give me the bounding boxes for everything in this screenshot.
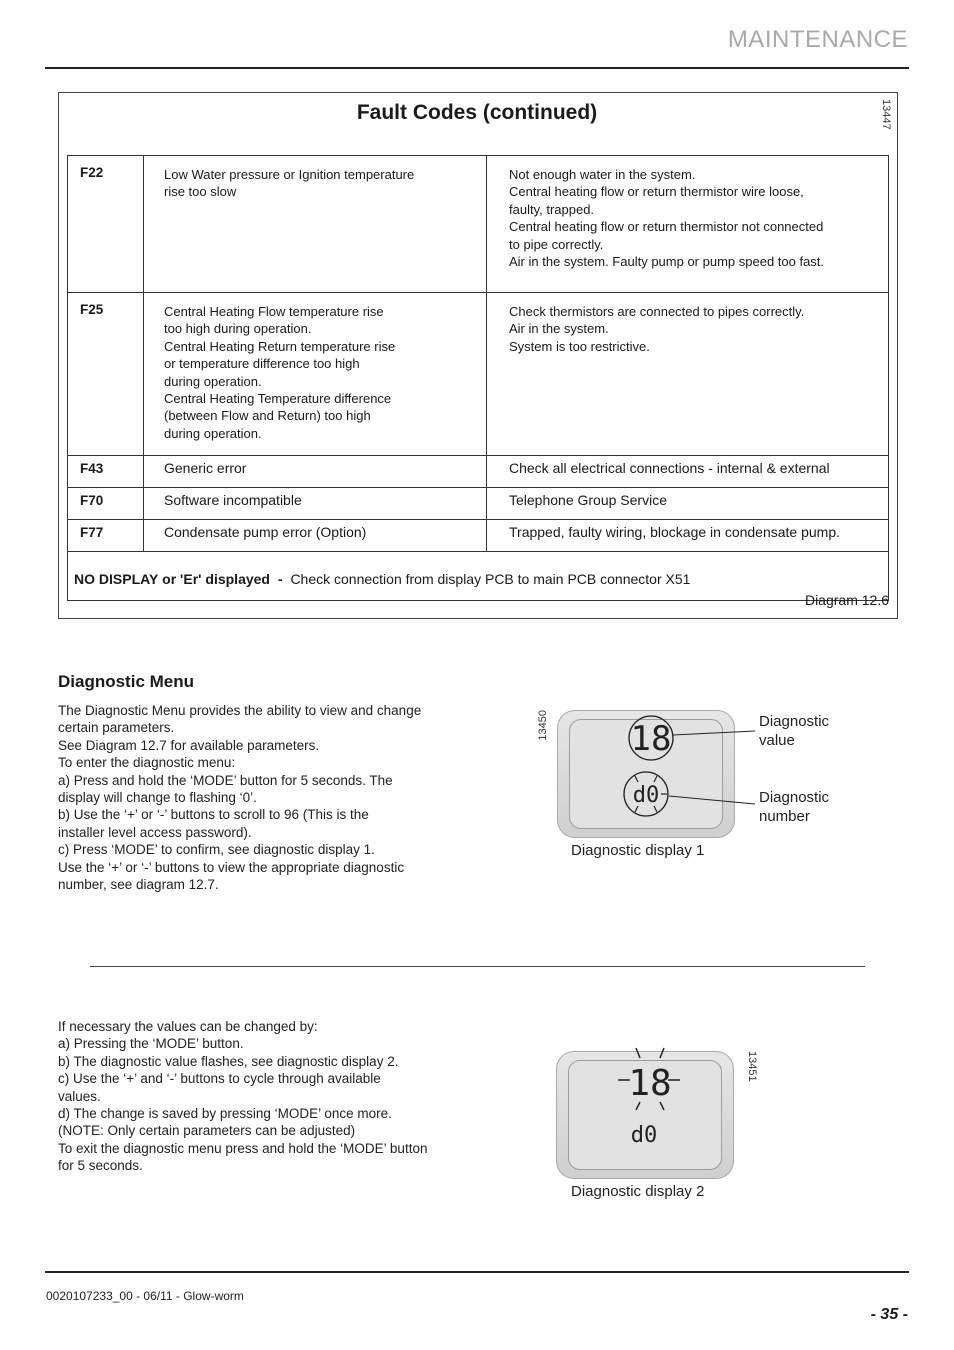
- document-code: 0020107233_00 - 06/11 - Glow-worm: [46, 1289, 244, 1303]
- section-title: MAINTENANCE: [727, 26, 908, 53]
- fault-description: Generic error: [144, 456, 487, 488]
- fault-remedy: Check all electrical connections - internal & external: [487, 456, 889, 488]
- figure-title: Fault Codes (continued): [356, 101, 598, 124]
- fault-description: Low Water pressure or Ignition temperature rise too slow: [144, 156, 487, 293]
- number-callout-line: [669, 796, 755, 804]
- table-row: [68, 456, 889, 488]
- figure-number: 13447: [880, 99, 892, 130]
- no-display-label: NO DISPLAY: [74, 571, 159, 587]
- figure-caption: Diagram 12.6: [804, 592, 889, 608]
- fault-remedy: Check thermistors are connected to pipes correctly. Air in the system. System is too restrictive.: [487, 293, 889, 456]
- fault-code: F43: [68, 456, 144, 488]
- display1-caption: Diagnostic display 1: [571, 842, 705, 859]
- table-row: [68, 293, 889, 456]
- fault-code: F22: [68, 156, 144, 293]
- fault-code: F70: [68, 488, 144, 520]
- fault-code-table: [67, 155, 889, 601]
- table-row: [68, 520, 889, 552]
- header-rule: [45, 67, 909, 69]
- fault-description: Central Heating Flow temperature rise too high during operation. Central Heating Return temperature rise or temperature difference too high during operation. Central Heating Temperature difference (between Flow and Return) too high during operation.: [144, 293, 487, 456]
- fault-description: Software incompatible: [144, 488, 487, 520]
- fault-remedy: Not enough water in the system. Central heating flow or return thermistor wire loose, faulty, trapped. Central heating flow or return thermistor not connected to pipe correctly. Air in the system. Faulty pump or pump speed too fast.: [487, 156, 889, 293]
- display2-figure-number: 13451: [746, 1051, 758, 1082]
- diagnostic-display-2-graphic: [556, 1040, 736, 1180]
- fault-code: F77: [68, 520, 144, 552]
- no-display-dash: -: [277, 571, 283, 587]
- table-row: [68, 488, 889, 520]
- callout-diagnostic-value: Diagnostic value: [759, 713, 830, 749]
- no-display-label-er: or 'Er' displayed: [162, 571, 270, 587]
- change-values-text: If necessary the values can be changed by: a) Pressing the ‘MODE’ button. b) The diagnostic value flashes, see diagnostic display 2. c) Use the ‘+’ and ‘-’ buttons to cycle through available values. d) The change is saved by pressing ‘MODE’ once more. (NOTE: Only certain parameters can be adjusted) To exit the diagnostic menu press and hold the ‘MODE’ button for 5 seconds.: [58, 1019, 428, 1174]
- footer-rule: [45, 1271, 909, 1273]
- page-number: - 35 -: [870, 1306, 908, 1323]
- display2-caption: Diagnostic display 2: [571, 1183, 705, 1200]
- value-callout-line: [673, 731, 755, 735]
- no-display-note: [68, 552, 889, 601]
- fault-code: F25: [68, 293, 144, 456]
- table-row-no-display: [68, 552, 889, 601]
- table-row: [68, 156, 889, 293]
- flashing-value-digits: 18: [628, 1063, 672, 1104]
- fault-remedy: Telephone Group Service: [487, 488, 889, 520]
- no-display-text: Check connection from display PCB to main PCB connector X51: [290, 571, 691, 587]
- section-divider: [90, 966, 865, 967]
- diagnostic-value-digits: 18: [630, 719, 672, 759]
- callout-diagnostic-number: Diagnostic number: [759, 789, 830, 825]
- diagnostic-intro-text: The Diagnostic Menu provides the ability to view and change certain parameters. See Diagram 12.7 for available parameters. To enter the diagnostic menu: a) Press and hold the ‘MODE’ button for 5 seconds. The display will change to flashing ‘0’. b) Use the ‘+’ or ‘-’ buttons to scroll to 96 (This is the installer level access password). c) Press ‘MODE’ to confirm, see diagnostic display 1. Use the ‘+’ or ‘-’ buttons to view the appropriate diagnostic number, see diagram 12.7.: [58, 703, 422, 893]
- fault-description: Condensate pump error (Option): [144, 520, 487, 552]
- diagnostic-number-digits-2: d0: [630, 1123, 658, 1148]
- fault-remedy: Trapped, faulty wiring, blockage in condensate pump.: [487, 520, 889, 552]
- diagnostic-number-digits: d0: [632, 783, 660, 808]
- section-heading: Diagnostic Menu: [58, 672, 195, 691]
- display1-figure-number: 13450: [537, 710, 549, 741]
